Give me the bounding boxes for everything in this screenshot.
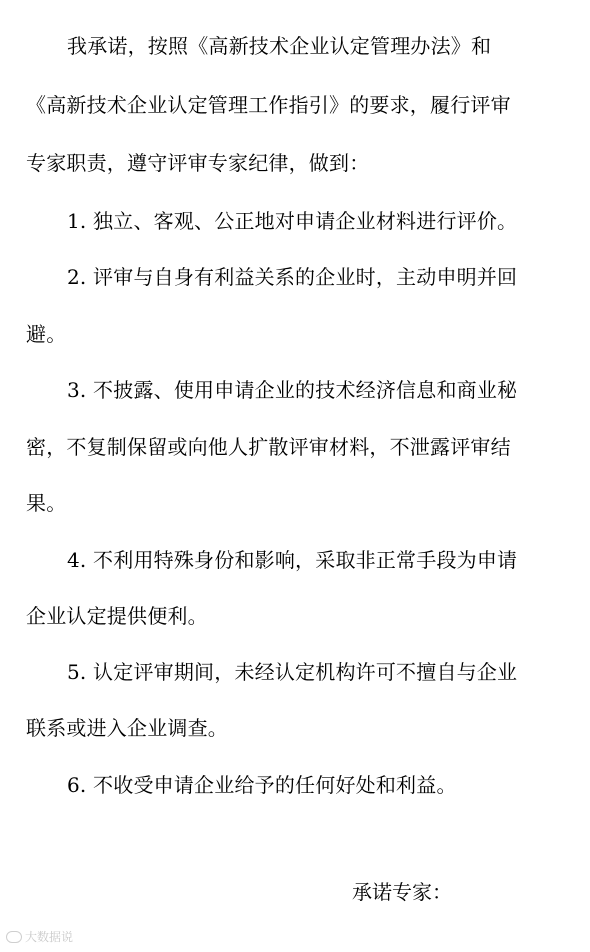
commitment-item-3: 3. 不披露、使用申请企业的技术经济信息和商业秘	[67, 378, 518, 402]
commitment-item-1: 1. 独立、客观、公正地对申请企业材料进行评价。	[67, 209, 518, 233]
doc-line: 我承诺，按照《高新技术企业认定管理办法》和	[67, 34, 492, 58]
doc-line: 专家职责，遵守评审专家纪律，做到：	[26, 151, 370, 175]
commitment-item-2: 2. 评审与自身有利益关系的企业时，主动申明并回	[67, 265, 518, 289]
signature-label: 承诺专家：	[352, 880, 452, 904]
doc-line: 联系或进入企业调查。	[26, 716, 228, 740]
commitment-item-5: 5. 认定评审期间，未经认定机构许可不擅自与企业	[67, 660, 518, 684]
doc-line: 果。	[26, 491, 67, 515]
doc-line: 密，不复制保留或向他人扩散评审材料，不泄露评审结	[26, 435, 511, 459]
commitment-item-4: 4. 不利用特殊身份和影响，采取非正常手段为申请	[67, 548, 518, 572]
watermark-text: 大数据说	[25, 930, 74, 944]
doc-line: 《高新技术企业认定管理工作指引》的要求，履行评审	[26, 93, 511, 117]
commitment-item-6: 6. 不收受申请企业给予的任何好处和利益。	[67, 773, 457, 797]
doc-line: 企业认定提供便利。	[26, 604, 208, 628]
doc-line: 避。	[26, 322, 67, 346]
watermark-logo-icon	[6, 931, 22, 943]
watermark	[6, 928, 73, 945]
